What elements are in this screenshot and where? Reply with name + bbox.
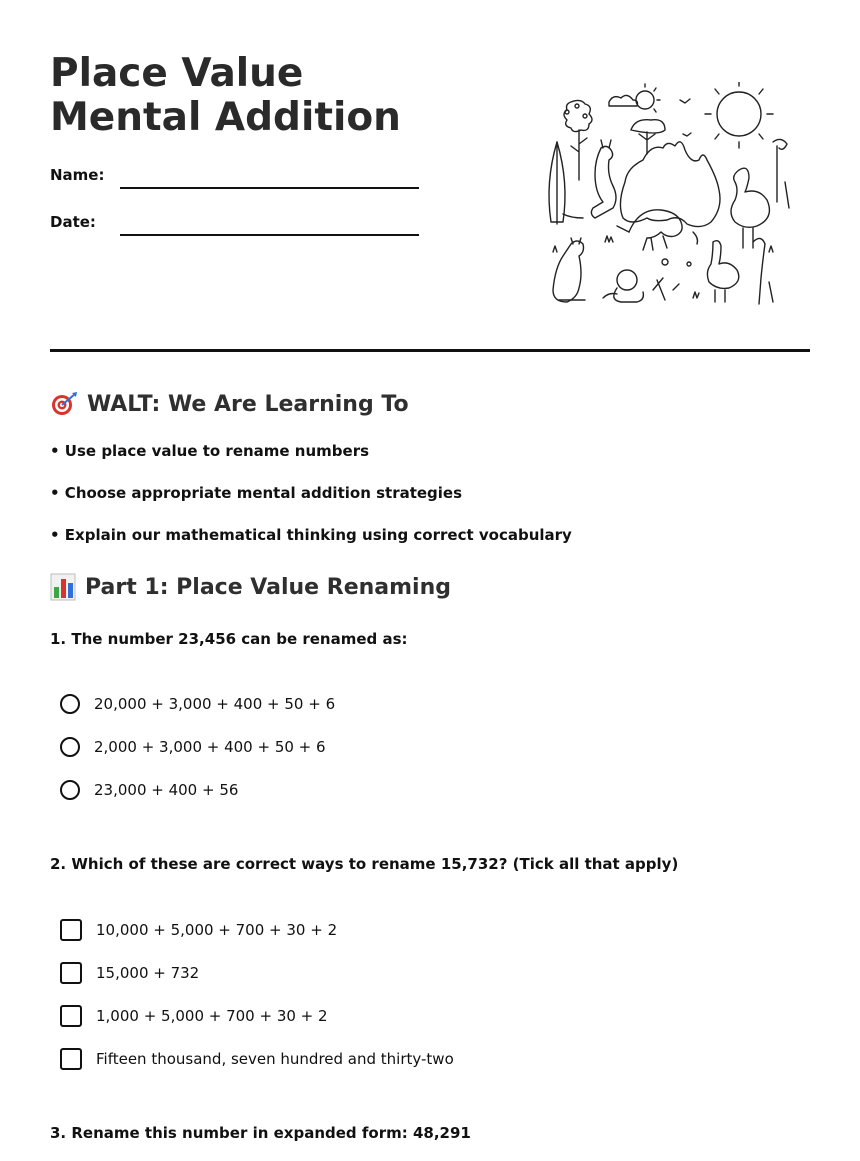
checkbox[interactable] [60, 1005, 82, 1027]
q1-option-2-label: 2,000 + 3,000 + 400 + 50 + 6 [94, 738, 326, 756]
q1-option-3-label: 23,000 + 400 + 56 [94, 781, 239, 799]
question-1: 1. The number 23,456 can be renamed as: [50, 630, 408, 648]
q2-option-1[interactable] [60, 919, 337, 941]
question-2: 2. Which of these are correct ways to rename 15,732? (Tick all that apply) [50, 855, 679, 873]
q1-option-1-label: 20,000 + 3,000 + 400 + 50 + 6 [94, 695, 336, 713]
part1-heading-text: Part 1: Place Value Renaming [85, 574, 451, 600]
header-divider [50, 349, 810, 352]
walt-item-3: • Explain our mathematical thinking using correct vocabulary [50, 526, 572, 544]
q2-option-3[interactable] [60, 1005, 328, 1027]
australian-animals-illustration [543, 82, 793, 314]
date-line[interactable] [120, 234, 419, 236]
worksheet-title: Place Value Mental Addition [50, 51, 401, 140]
radio-button[interactable] [60, 694, 80, 714]
q2-option-4[interactable] [60, 1048, 454, 1070]
checkbox[interactable] [60, 962, 82, 984]
walt-item-2: • Choose appropriate mental addition strategies [50, 484, 463, 502]
question-3: 3. Rename this number in expanded form: 48,291 [50, 1124, 471, 1142]
walt-item-1: • Use place value to rename numbers [50, 442, 370, 460]
checkbox[interactable] [60, 919, 82, 941]
q2-option-4-label: Fifteen thousand, seven hundred and thirty-two [96, 1050, 454, 1068]
name-line[interactable] [120, 187, 419, 189]
q1-option-3[interactable] [60, 780, 238, 800]
q2-option-2[interactable] [60, 962, 199, 984]
name-label: Name: [50, 166, 105, 184]
q2-option-1-label: 10,000 + 5,000 + 700 + 30 + 2 [96, 921, 338, 939]
date-label: Date: [50, 213, 96, 231]
q2-option-3-label: 1,000 + 5,000 + 700 + 30 + 2 [96, 1007, 328, 1025]
radio-button[interactable] [60, 737, 80, 757]
walt-heading [50, 391, 409, 417]
walt-heading-text: WALT: We Are Learning To [87, 391, 409, 417]
radio-button[interactable] [60, 780, 80, 800]
target-icon [50, 391, 78, 417]
q1-option-1[interactable] [60, 694, 335, 714]
part1-heading [50, 573, 451, 601]
checkbox[interactable] [60, 1048, 82, 1070]
q1-option-2[interactable] [60, 737, 326, 757]
bar-chart-icon [50, 573, 76, 601]
q2-option-2-label: 15,000 + 732 [96, 964, 200, 982]
